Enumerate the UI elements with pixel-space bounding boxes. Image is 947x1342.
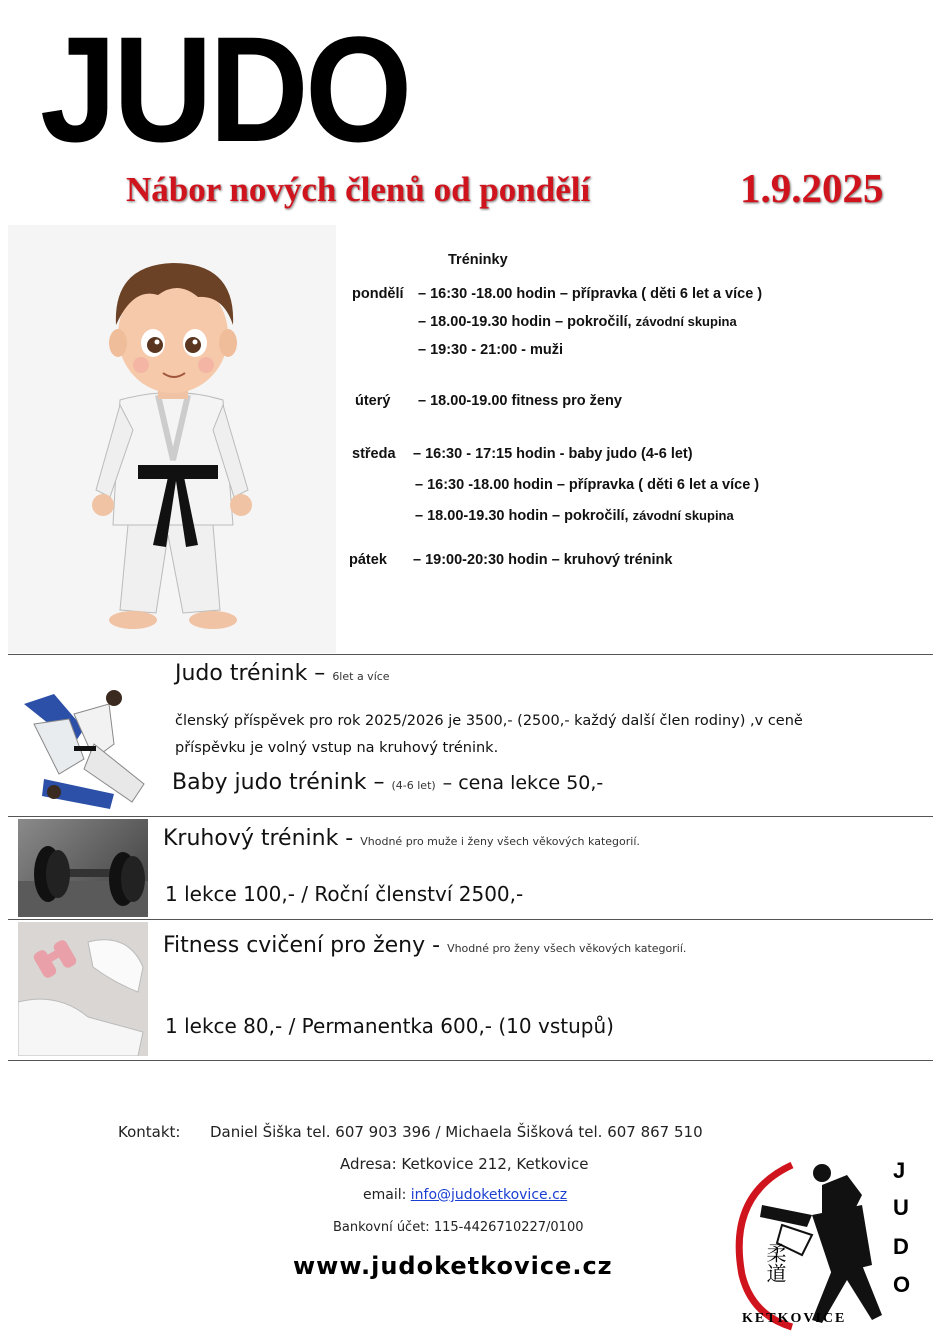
schedule-day-friday: pátek	[349, 552, 387, 568]
schedule-row: – 16:30 - 17:15 hodin - baby judo (4-6 let)	[413, 446, 693, 462]
logo-kanji: 柔道	[763, 1243, 787, 1283]
baby-judo-price: – cena lekce 50,-	[442, 772, 604, 794]
schedule-row	[415, 508, 734, 524]
divider	[8, 919, 933, 920]
judo-fee-text-2: příspěvku je volný vstup na kruhový trénink.	[175, 740, 499, 756]
fitness-title	[163, 933, 686, 958]
dumbbell-image	[18, 819, 148, 917]
schedule-row: – 19:00-20:30 hodin – kruhový trénink	[413, 552, 673, 568]
contact-people: Daniel Šiška tel. 607 903 396 / Michaela Šišková tel. 607 867 510	[210, 1123, 703, 1141]
judo-kid-illustration	[8, 225, 336, 653]
judo-fee-text: členský příspěvek pro rok 2025/2026 je 3500,- (2500,- každý další člen rodiny) ,v ceně	[175, 713, 803, 729]
contact-label: Kontakt:	[118, 1123, 181, 1141]
schedule-row-small: závodní skupina	[635, 314, 737, 329]
logo-name: KETKOVICE	[742, 1311, 847, 1326]
logo-letter: O	[893, 1272, 911, 1297]
schedule-row-text: – 18.00-19.30 hodin – pokročilí,	[415, 508, 629, 524]
judo-training-note: 6let a více	[332, 670, 390, 683]
schedule-row	[418, 314, 737, 330]
judo-training-title	[175, 661, 390, 686]
divider	[8, 654, 933, 655]
circuit-training-price: 1 lekce 100,- / Roční členství 2500,-	[165, 882, 524, 906]
fitness-price: 1 lekce 80,- / Permanentka 600,- (10 vstupů)	[165, 1014, 614, 1038]
schedule-heading: Tréninky	[448, 252, 508, 268]
fitness-note: Vhodné pro ženy všech věkových kategorií.	[447, 942, 687, 955]
circuit-training-title	[163, 826, 640, 851]
circuit-training-title-text: Kruhový trénink -	[163, 826, 354, 851]
judo-training-title-text: Judo trénink –	[175, 661, 326, 686]
recruitment-subtitle: Nábor nových členů od pondělí	[126, 170, 591, 209]
schedule-row: – 16:30 -18.00 hodin – přípravka ( děti 6 let a více )	[418, 286, 763, 302]
judo-ketkovice-logo	[722, 1155, 922, 1335]
logo-letter: U	[893, 1195, 909, 1220]
schedule-row: – 19:30 - 21:00 - muži	[418, 342, 564, 358]
schedule-row-small: závodní skupina	[632, 508, 734, 523]
fitness-title-text: Fitness cvičení pro ženy -	[163, 933, 441, 958]
email-label: email:	[363, 1187, 407, 1203]
schedule-row: – 16:30 -18.00 hodin – přípravka ( děti 6 let a více )	[415, 477, 760, 493]
baby-judo-title-text: Baby judo trénink –	[172, 770, 385, 795]
logo-letter: J	[893, 1158, 906, 1183]
schedule-day-wednesday: středa	[352, 446, 396, 462]
baby-judo-note: (4-6 let)	[391, 779, 436, 792]
schedule-row: – 18.00-19.00 fitness pro ženy	[418, 393, 622, 409]
divider	[8, 816, 933, 817]
email-link[interactable]: info@judoketkovice.cz	[410, 1187, 568, 1203]
schedule-day-monday: pondělí	[352, 286, 404, 302]
baby-judo-title	[172, 770, 603, 795]
contact-email-line	[363, 1187, 567, 1203]
contact-address: Adresa: Ketkovice 212, Ketkovice	[340, 1155, 589, 1173]
divider	[8, 1060, 933, 1061]
logo-letter: D	[893, 1234, 909, 1259]
judo-throw-image	[14, 684, 154, 812]
recruitment-date: 1.9.2025	[740, 165, 884, 211]
schedule-row-text: – 18.00-19.30 hodin – pokročilí,	[418, 314, 632, 330]
circuit-training-note: Vhodné pro muže i ženy všech věkových kategorií.	[360, 835, 640, 848]
schedule-day-tuesday: úterý	[355, 393, 391, 409]
page-title: JUDO	[40, 5, 409, 173]
website-url[interactable]: www.judoketkovice.cz	[293, 1252, 613, 1280]
fitness-shoes-image	[18, 922, 148, 1056]
bank-account: Bankovní účet: 115-4426710227/0100	[333, 1220, 584, 1235]
